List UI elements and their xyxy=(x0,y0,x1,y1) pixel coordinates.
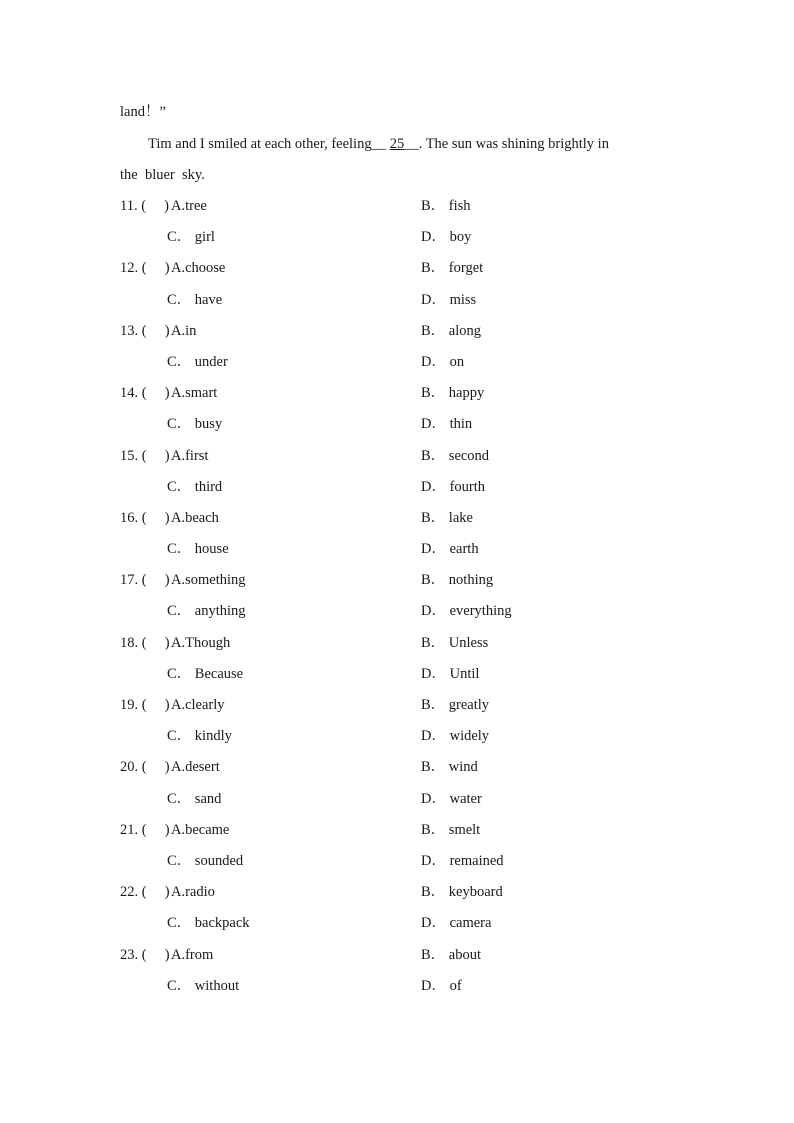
option-c: C． kindly xyxy=(167,728,232,745)
option-d: D． camera xyxy=(421,915,492,932)
passage-line-2-after: __. The sun was shining brightly in xyxy=(404,136,609,152)
option-b: B． along xyxy=(421,322,482,339)
question-row xyxy=(0,322,794,353)
option-b: B． wind xyxy=(421,759,478,776)
option-a: A.radio xyxy=(171,884,215,901)
question-row xyxy=(0,883,794,914)
option-c: C． under xyxy=(167,353,228,370)
option-c: C． without xyxy=(167,977,240,994)
option-c: C． sounded xyxy=(167,852,244,869)
option-d: D． water xyxy=(421,790,482,807)
passage-line-2 xyxy=(148,135,672,153)
question-row-secondary xyxy=(0,727,794,758)
question-number: 20. ( ) xyxy=(120,759,170,776)
option-b: B． smelt xyxy=(421,821,481,838)
question-number: 11. ( ) xyxy=(120,198,169,214)
option-d: D． miss xyxy=(421,291,477,308)
question-number: 22. ( ) xyxy=(120,884,170,901)
question-number: 17. ( ) xyxy=(120,572,170,589)
question-row-secondary xyxy=(0,602,794,633)
option-a: A.first xyxy=(171,447,209,464)
passage-line-2-before: Tim and I smiled at each other, feeling__ xyxy=(148,136,390,152)
option-a: A.clearly xyxy=(171,697,225,713)
question-row-secondary xyxy=(0,977,794,1008)
option-c: C． sand xyxy=(167,790,222,807)
option-b: B． fish xyxy=(421,198,471,214)
question-row xyxy=(0,447,794,478)
question-row xyxy=(0,634,794,665)
option-c: C． house xyxy=(167,541,229,558)
question-row-secondary xyxy=(0,665,794,696)
question-row xyxy=(0,758,794,789)
option-b: B． happy xyxy=(421,385,485,402)
option-d: D． remained xyxy=(421,852,504,869)
option-d: D． everything xyxy=(421,603,512,620)
option-a: A.smart xyxy=(171,385,218,402)
option-c: C． third xyxy=(167,478,223,495)
option-d: D． fourth xyxy=(421,478,486,495)
question-row xyxy=(0,946,794,977)
option-a: A.choose xyxy=(171,260,226,277)
question-row-secondary xyxy=(0,790,794,821)
option-b: B． second xyxy=(421,447,490,464)
option-c: C． busy xyxy=(167,416,223,433)
option-b: B． keyboard xyxy=(421,884,503,901)
question-number: 13. ( ) xyxy=(120,322,170,339)
question-list xyxy=(0,197,794,1008)
option-b: B． greatly xyxy=(421,697,490,713)
option-c: C． have xyxy=(167,291,223,308)
option-d: D． boy xyxy=(421,229,472,246)
question-row-secondary xyxy=(0,478,794,509)
option-c: C． girl xyxy=(167,229,215,246)
option-a: A.something xyxy=(171,572,246,589)
passage-line-3: the bluer sky. xyxy=(120,167,205,183)
option-a: A.beach xyxy=(171,509,219,526)
blank-25: 25 xyxy=(389,136,405,152)
question-row xyxy=(0,696,794,727)
question-number: 19. ( ) xyxy=(120,697,170,713)
option-b: B． about xyxy=(421,946,482,963)
option-c: C． backpack xyxy=(167,915,250,932)
question-number: 16. ( ) xyxy=(120,509,170,526)
option-d: D． on xyxy=(421,353,465,370)
option-b: B． forget xyxy=(421,260,484,277)
question-row-secondary xyxy=(0,353,794,384)
option-d: D． Until xyxy=(421,665,480,682)
option-b: B． Unless xyxy=(421,634,489,651)
question-row-secondary xyxy=(0,914,794,945)
question-number: 21. ( ) xyxy=(120,821,170,838)
question-number: 18. ( ) xyxy=(120,634,170,651)
option-a: A.desert xyxy=(171,759,220,776)
question-number: 15. ( ) xyxy=(120,447,170,464)
option-a: A.tree xyxy=(171,198,207,214)
option-d: D． of xyxy=(421,977,462,994)
question-row-secondary xyxy=(0,291,794,322)
question-row xyxy=(0,509,794,540)
question-row-secondary xyxy=(0,540,794,571)
option-d: D． earth xyxy=(421,541,479,558)
option-b: B． nothing xyxy=(421,572,494,589)
question-row-secondary xyxy=(0,852,794,883)
option-a: A.from xyxy=(171,946,214,963)
option-c: C． anything xyxy=(167,603,246,620)
option-a: A.Though xyxy=(171,634,231,651)
option-d: D． thin xyxy=(421,416,473,433)
question-number: 23. ( ) xyxy=(120,946,170,963)
question-number: 14. ( ) xyxy=(120,385,170,402)
passage-line-1: land！” xyxy=(120,104,166,120)
option-d: D． widely xyxy=(421,728,490,745)
question-row xyxy=(0,197,794,228)
option-b: B． lake xyxy=(421,509,473,526)
question-row xyxy=(0,259,794,290)
question-row xyxy=(0,384,794,415)
question-row-secondary xyxy=(0,415,794,446)
question-row xyxy=(0,571,794,602)
question-number: 12. ( ) xyxy=(120,260,170,277)
option-c: C． Because xyxy=(167,665,244,682)
question-row xyxy=(0,821,794,852)
option-a: A.became xyxy=(171,821,230,838)
question-row-secondary xyxy=(0,228,794,259)
option-a: A.in xyxy=(171,322,197,339)
